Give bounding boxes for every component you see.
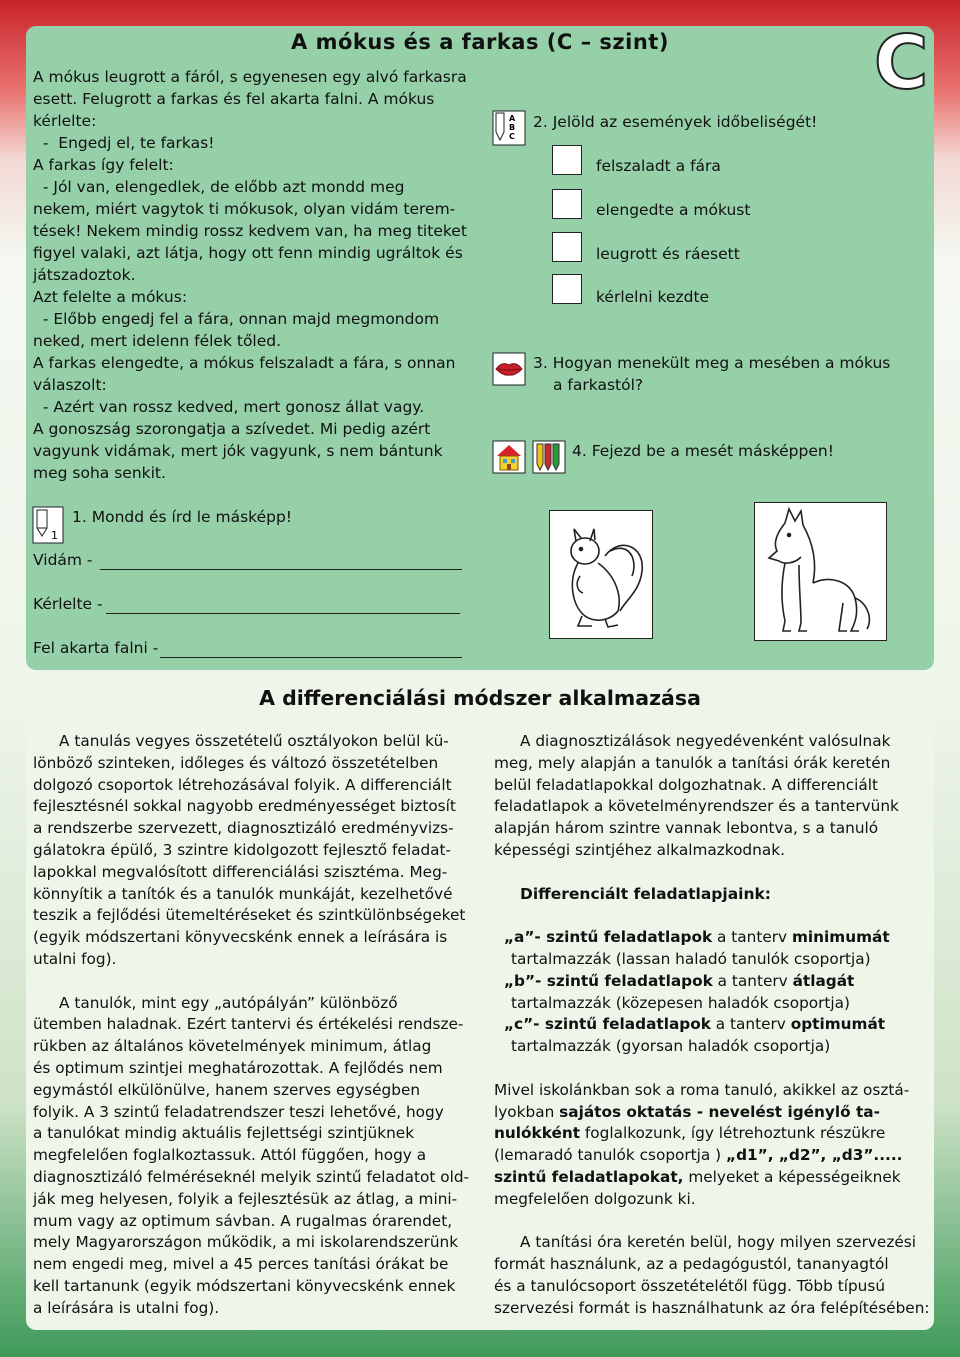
paragraph-line: és a tanulócsoport összetételétől függ. Több típusú bbox=[494, 1276, 886, 1295]
story-line: kérlelte: bbox=[33, 112, 97, 130]
roma-line-1: Mivel iskolánkban sok a roma tanuló, akikkel az osztá- bbox=[494, 1080, 910, 1099]
level-text: a tanterv bbox=[710, 1015, 791, 1034]
story-line: A farkas elengedte, a mókus felszaladt a fára, s onnan bbox=[33, 354, 456, 372]
answer-line-1[interactable] bbox=[100, 568, 462, 570]
paragraph-line: lapokkal megvalósított differenciálási szisztéma. Meg- bbox=[33, 862, 448, 881]
story-line: esett. Felugrott a farkas és fel akarta falni. A mókus bbox=[33, 90, 435, 108]
roma-line-4b: „d1”, „d2”, „d3”..... bbox=[726, 1146, 903, 1165]
paragraph-line: belül feladatlapokkal dolgozhatnak. A differenciált bbox=[494, 775, 879, 794]
level-text: a tanterv bbox=[712, 928, 792, 947]
roma-line-2a: lyokban bbox=[494, 1102, 560, 1121]
roma-line-4a: (lemaradó tanulók csoportja ) bbox=[494, 1146, 727, 1165]
paragraph-line: lönböző szinteken, időleges és változó összetételben bbox=[33, 753, 439, 772]
task1-item-3: Fel akarta falni - bbox=[33, 639, 159, 657]
svg-text:C: C bbox=[509, 132, 515, 141]
paragraph-line: utalni fog). bbox=[33, 949, 117, 968]
paragraph-line: ütemben haladnak. Ezért tantervi és értékelési rendsze- bbox=[33, 1015, 464, 1034]
roma-paragraph bbox=[494, 1080, 934, 1211]
paragraph-line: mum vagy az optimum sávban. A rugalmas órarendet, bbox=[33, 1211, 453, 1230]
task1-title: 1. Mondd és írd le másképp! bbox=[72, 508, 293, 526]
page-title: A mókus és a farkas (C – szint) bbox=[291, 30, 669, 54]
paragraph-line: megfelelően foglalkoztassuk. Attól függően, hogy a bbox=[33, 1146, 427, 1165]
pencil-icon bbox=[32, 506, 64, 544]
level-text: átlagát bbox=[792, 971, 855, 990]
house-icon bbox=[492, 440, 526, 474]
roma-line-3b: foglalkozunk, így létrehoztunk részükre bbox=[580, 1124, 886, 1143]
paragraph-line: mely Magyarországon működik, a mi iskolarendszerünk bbox=[33, 1233, 459, 1252]
story-line: A farkas így felelt: bbox=[33, 156, 174, 174]
squirrel-picture bbox=[549, 510, 653, 639]
order-box-1[interactable] bbox=[552, 145, 582, 175]
task4-title: 4. Fejezd be a mesét másképpen! bbox=[572, 442, 834, 460]
paragraph-line: a tanulókat mindig aktuális fejlettségi szintjüknek bbox=[33, 1124, 415, 1143]
colored-pencils-icon bbox=[532, 440, 566, 474]
level-description: tartalmazzák (gyorsan haladók csoportja) bbox=[511, 1037, 831, 1056]
order-box-3[interactable] bbox=[552, 232, 582, 262]
paragraph-line: formát használunk, az a pedagógustól, tananyagtól bbox=[494, 1255, 889, 1274]
story-line: figyel valaki, azt látja, hogy ott fenn mindig ugráltok és bbox=[33, 244, 463, 262]
story-line: A gonoszság szorongatja a szívedet. Mi pedig azért bbox=[33, 420, 431, 438]
level-item bbox=[494, 971, 934, 993]
task2-option-3: leugrott és ráesett bbox=[596, 245, 740, 263]
story-line: Azt felelte a mókus: bbox=[33, 288, 188, 306]
task1-number: 1 bbox=[51, 529, 58, 542]
story-line: meg soha senkit. bbox=[33, 464, 166, 482]
paragraph-line: képességi szintjéhez alkalmazkodnak. bbox=[494, 840, 785, 859]
order-box-4[interactable] bbox=[552, 274, 582, 304]
story-line: nekem, miért vagytok ti mókusok, olyan vidám terem- bbox=[33, 200, 456, 218]
paragraph-line: és optimum szintjei meghatározottak. A fejlődés nem bbox=[33, 1058, 443, 1077]
levels-heading: Differenciált feladatlapjaink: bbox=[520, 884, 772, 903]
paragraph-line: alapján három szintre vannak lebontva, s a tanuló bbox=[494, 819, 879, 838]
paragraph-line: a leírására is utalni fog). bbox=[33, 1298, 220, 1317]
roma-line-3a: nulókként bbox=[494, 1124, 581, 1143]
task1-item-1: Vidám - bbox=[33, 551, 93, 569]
section-title: A differenciálási módszer alkalmazása bbox=[259, 686, 701, 710]
level-text: minimumát bbox=[791, 928, 890, 947]
order-box-2[interactable] bbox=[552, 189, 582, 219]
level-text: „c”- szintű feladatlapok bbox=[504, 1015, 711, 1034]
paragraph-line: A diagnosztizálások negyedévenként valósulnak bbox=[520, 732, 891, 750]
paragraph-line: teszik a fejlődési ütemeltéréseket és szintkülönbségeket bbox=[33, 906, 466, 925]
paragraph-line: egymástól elkülönülve, hanem szerves egységben bbox=[33, 1080, 421, 1099]
paragraph-line: gálatokra épülő, 3 szintre kidolgozott fejlesztő feladat- bbox=[33, 840, 452, 859]
story-line: - Engedj el, te farkas! bbox=[33, 134, 215, 152]
story-line: válaszolt: bbox=[33, 376, 107, 394]
task1-item-2: Kérlelte - bbox=[33, 595, 103, 613]
story-text bbox=[33, 66, 473, 484]
right-column bbox=[494, 731, 934, 1320]
task3-line1: 3. Hogyan menekült meg a mesében a mókus bbox=[533, 354, 891, 372]
task2-option-2: elengedte a mókust bbox=[596, 201, 751, 219]
level-text: a tanterv bbox=[712, 971, 793, 990]
roma-line-2b: sajátos oktatás - nevelést igénylő ta- bbox=[559, 1102, 880, 1121]
story-line: A mókus leugrott a fáról, s egyenesen egy alvó farkasra bbox=[33, 68, 467, 86]
paragraph-line: könnyítik a tanítók és a tanulók munkáját, kezelhetővé bbox=[33, 884, 453, 903]
roma-line-6: megfelelően dolgozunk ki. bbox=[494, 1189, 696, 1208]
paragraph-line: a rendszerbe szervezett, diagnosztizáló eredményvizs- bbox=[33, 819, 454, 838]
paragraph-line: meg, mely alapján a tanulók a tanítási órák keretén bbox=[494, 753, 891, 772]
paragraph-line: dolgozó csoportok létrehozásával folyik. A differenciált bbox=[33, 775, 452, 794]
story-line: neked, mert idelenn félek tőled. bbox=[33, 332, 282, 350]
answer-line-2[interactable] bbox=[106, 612, 460, 614]
paragraph-line: rükben az általános követelmények minimum, átlag bbox=[33, 1037, 432, 1056]
roma-line-5a: szintű feladatlapokat, bbox=[494, 1167, 684, 1186]
paragraph-line: szervezési formát is használhatunk az óra felépítésében: bbox=[494, 1298, 930, 1317]
svg-text:B: B bbox=[509, 123, 516, 132]
level-description: tartalmazzák (közepesen haladók csoportja) bbox=[511, 993, 851, 1012]
paragraph-line: folyik. A 3 szintű feladatrendszer teszi lehetővé, hogy bbox=[33, 1102, 444, 1121]
story-line: tések! Nekem mindig rossz kedvem van, ha meg titeket bbox=[33, 222, 467, 240]
mouth-icon bbox=[492, 352, 526, 386]
level-description: tartalmazzák (lassan haladó tanulók csoportja) bbox=[511, 949, 871, 968]
story-line: vagyunk vidámak, mert jók vagyunk, s nem bántunk bbox=[33, 442, 443, 460]
level-text: optimumát bbox=[790, 1015, 886, 1034]
answer-line-3[interactable] bbox=[160, 656, 462, 658]
task2-option-4: kérlelni kezdte bbox=[596, 288, 710, 306]
paragraph-line: kell tartanunk (egyik módszertani könyvecskénk ennek bbox=[33, 1276, 456, 1295]
paragraph-line: diagnosztizáló felméréseknél melyik szintű feladatot old- bbox=[33, 1167, 470, 1186]
abc-pencil-icon bbox=[492, 110, 526, 146]
roma-line-5b: melyeket a képességeiknek bbox=[683, 1167, 901, 1186]
story-line: - Azért van rossz kedved, mert gonosz állat vagy. bbox=[33, 398, 425, 416]
svg-text:A: A bbox=[509, 114, 516, 123]
paragraph-line: A tanulás vegyes összetételű osztályokon belül kü- bbox=[59, 732, 449, 750]
paragraph-line: feladatlapok a követelményrendszer és a tantervünk bbox=[494, 797, 899, 816]
paragraph-line: A tanulók, mint egy „autópályán” különböző bbox=[59, 993, 398, 1012]
level-item bbox=[494, 927, 934, 949]
paragraph-line: fejlesztésnél sokkal nagyobb eredményességet biztosít bbox=[33, 797, 456, 816]
level-text: „a”- szintű feladatlapok bbox=[504, 928, 713, 947]
task2-option-1: felszaladt a fára bbox=[596, 157, 721, 175]
wolf-picture bbox=[754, 502, 887, 641]
paragraph-line: A tanítási óra keretén belül, hogy milyen szervezési bbox=[520, 1233, 917, 1252]
task2-title: 2. Jelöld az események időbeliségét! bbox=[533, 113, 818, 131]
story-line: - Jól van, elengedlek, de előbb azt mondd meg bbox=[33, 178, 405, 196]
paragraph-line: nem engedi meg, mivel a 45 perces tanítási órákat be bbox=[33, 1255, 449, 1274]
level-badge: C bbox=[874, 20, 929, 106]
paragraph-line: (egyik módszertani könyvecskénk ennek a leírására is bbox=[33, 928, 448, 947]
task3-line2: a farkastól? bbox=[553, 376, 644, 394]
paragraph-line: ják meg helyesen, folyik a fejlesztésük az átlag, a mini- bbox=[33, 1189, 458, 1208]
story-line: - Előbb engedj fel a fára, onnan majd megmondom bbox=[33, 310, 440, 328]
story-line: játszadoztok. bbox=[33, 266, 136, 284]
left-column bbox=[33, 731, 473, 1320]
level-item bbox=[494, 1014, 934, 1036]
level-text: „b”- szintű feladatlapok bbox=[504, 971, 713, 990]
